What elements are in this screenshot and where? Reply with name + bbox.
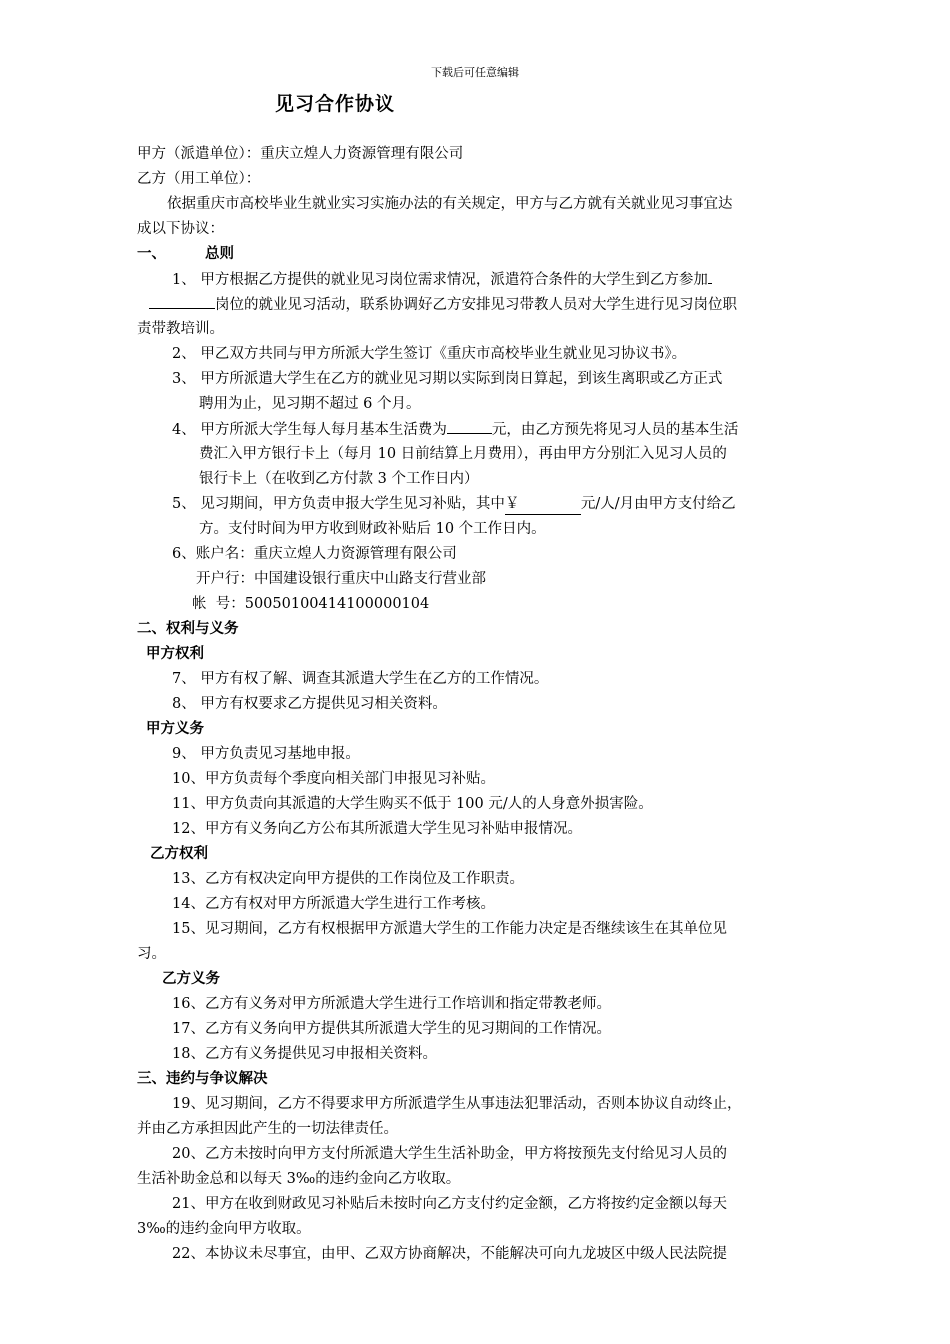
party-a-duties-heading: 甲方义务	[146, 721, 204, 737]
section3-heading: 三、违约与争议解决	[137, 1071, 268, 1087]
party-b-duties-heading: 乙方义务	[162, 971, 220, 987]
clause-15-line-2: 习。	[137, 946, 166, 962]
party-b-line: 乙方（用工单位）：	[137, 171, 261, 187]
page-title: 见习合作协议	[275, 93, 396, 115]
clause-21-line-2: 3‰的违约金向甲方收取。	[137, 1221, 311, 1237]
clause-15-line-1: 15、见习期间，乙方有权根据甲方派遣大学生的工作能力决定是否继续该生在其单位见	[172, 921, 727, 937]
clause-4-text-a: 4、 甲方所派大学生每人每月基本生活费为	[172, 422, 447, 438]
clause-7: 7、 甲方有权了解、调查其派遣大学生在乙方的工作情况。	[172, 671, 549, 687]
clause-12: 12、甲方有义务向乙方公布其所派遣大学生见习补贴申报情况。	[172, 821, 582, 837]
clause-10: 10、甲方负责每个季度向相关部门申报见习补贴。	[172, 771, 495, 787]
yen-sign: ￥	[504, 496, 520, 512]
clause-4-text-b: 元，由乙方预先将见习人员的基本生活	[491, 422, 739, 438]
clause-4-line-3: 银行卡上（在收到乙方付款 3 个工作日内）	[199, 471, 479, 487]
clause-19-line-1: 19、见习期间，乙方不得要求甲方所派遣学生从事违法犯罪活动，否则本协议自动终止，	[172, 1096, 742, 1112]
section1-heading-number: 一、	[137, 246, 166, 262]
clause-16: 16、乙方有义务对甲方所派遣大学生进行工作培训和指定带教老师。	[172, 996, 611, 1012]
clause-13: 13、乙方有权决定向甲方提供的工作岗位及工作职责。	[172, 871, 524, 887]
clause-18: 18、乙方有义务提供见习申报相关资料。	[172, 1046, 437, 1062]
clause-9: 9、 甲方负责见习基地申报。	[172, 746, 360, 762]
clause-17: 17、乙方有义务向甲方提供其所派遣大学生的见习期间的工作情况。	[172, 1021, 611, 1037]
clause-1-line-3: 责带教培训。	[137, 321, 224, 337]
clause-22-line-1: 22、本协议未尽事宜，由甲、乙双方协商解决，不能解决可向九龙坡区中级人民法院提	[172, 1246, 727, 1262]
clause-1-text-2: 岗位的就业见习活动，联系协调好乙方安排见习带教人员对大学生进行见习岗位职	[215, 297, 737, 313]
clause-20-line-2: 生活补助金总和以每天 3‰的违约金向乙方收取。	[137, 1171, 461, 1187]
clause-8: 8、 甲方有权要求乙方提供见习相关资料。	[172, 696, 447, 712]
subsidy-blank-field	[505, 494, 581, 515]
party-a-line: 甲方（派遣单位）：重庆立煌人力资源管理有限公司	[137, 146, 464, 162]
clause-20-line-1: 20、乙方未按时向甲方支付所派遣大学生生活补助金，甲方将按预先支付给见习人员的	[172, 1146, 727, 1162]
clause-19-line-2: 并由乙方承担因此产生的一切法律责任。	[137, 1121, 398, 1137]
clause-5-text-b: 元/人/月由甲方支付给乙	[580, 496, 736, 512]
intro-line-2: 成以下协议：	[137, 221, 224, 237]
account-bank: 开户行：中国建设银行重庆中山路支行营业部	[196, 571, 486, 587]
intro-line-1: 依据重庆市高校毕业生就业实习实施办法的有关规定，甲方与乙方就有关就业见习事宜达	[167, 196, 733, 212]
clause-5-line-1	[172, 494, 736, 515]
header-note: 下载后可任意编辑	[431, 66, 519, 79]
clause-3-line-2: 聘用为止，见习期不超过 6 个月。	[199, 396, 421, 412]
account-number: 帐 号：50050100414100000104	[192, 596, 430, 612]
clause-21-line-1: 21、甲方在收到财政见习补贴后未按时向乙方支付约定金额，乙方将按约定金额以每天	[172, 1196, 727, 1212]
clause-1-text: 1、 甲方根据乙方提供的就业见习岗位需求情况，派遣符合条件的大学生到乙方参加	[172, 272, 708, 288]
account-name: 6、账户名：重庆立煌人力资源管理有限公司	[172, 546, 457, 562]
party-b-rights-heading: 乙方权利	[150, 846, 208, 862]
section1-heading: 总则	[205, 246, 234, 262]
clause-5-text-a: 5、 见习期间，甲方负责申报大学生见习补贴，其中	[172, 496, 505, 512]
position-blank-field	[149, 294, 215, 309]
clause-14: 14、乙方有权对甲方所派遣大学生进行工作考核。	[172, 896, 495, 912]
clause-2: 2、 甲乙双方共同与甲方所派大学生签订《重庆市高校毕业生就业见习协议书》。	[172, 346, 687, 362]
clause-11: 11、甲方负责向其派遣的大学生购买不低于 100 元/人的人身意外损害险。	[172, 796, 653, 812]
clause-5-line-2: 方。支付时间为甲方收到财政补贴后 10 个工作日内。	[199, 521, 546, 537]
clause-4-line-2: 费汇入甲方银行卡上（每月 10 日前结算上月费用），再由甲方分别汇入见习人员的	[199, 446, 727, 462]
clause-4-line-1	[172, 419, 738, 440]
blank-field	[708, 269, 712, 284]
living-fee-blank-field	[447, 419, 492, 434]
clause-1-line-1	[172, 269, 712, 290]
clause-3-line-1: 3、 甲方所派遣大学生在乙方的就业见习期以实际到岗日算起，到该生离职或乙方正式	[172, 371, 723, 387]
section2-heading: 二、权利与义务	[137, 621, 239, 637]
party-a-rights-heading: 甲方权利	[146, 646, 204, 662]
clause-1-line-2	[137, 294, 737, 315]
